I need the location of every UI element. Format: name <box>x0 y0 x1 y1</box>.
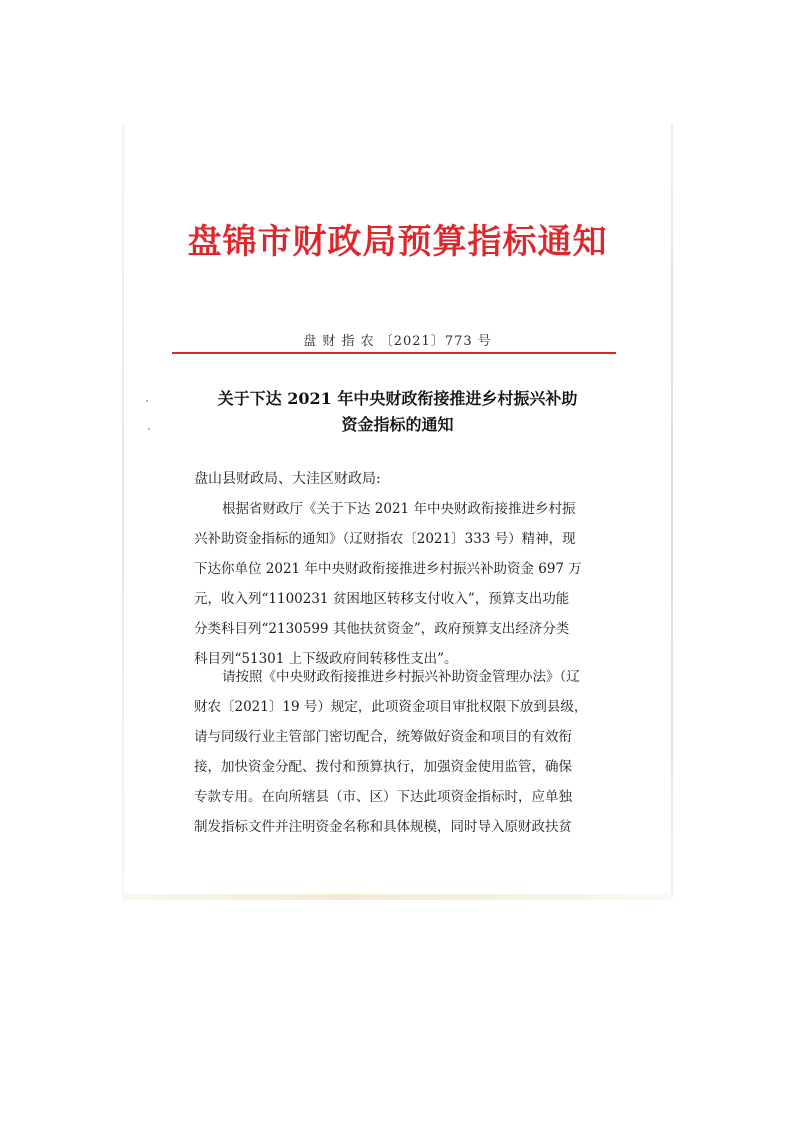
notice-title-line-1: 关于下达 2021 年中央财政衔接推进乡村振兴补助 <box>217 389 578 408</box>
scan-speck <box>148 428 150 430</box>
paragraph-2-line: 请与同级行业主管部门密切配合，统筹做好资金和项目的有效衔 <box>194 729 572 745</box>
letterhead-title: 盘锦市财政局预算指标通知 <box>187 222 608 262</box>
document-number: 盘 财 指 农 〔2021〕773 号 <box>303 334 492 349</box>
paragraph-2-line: 请按照《中央财政衔接推进乡村振兴补助资金管理办法》（辽 <box>222 669 580 685</box>
paragraph-1-line: 根据省财政厅《关于下达 2021 年中央财政衔接推进乡村振 <box>222 501 576 517</box>
scanned-document-page <box>122 124 673 900</box>
paragraph-2-line: 制发指标文件并注明资金名称和具体规模，同时导入原财政扶贫 <box>194 819 572 835</box>
paragraph-1-line: 分类科目列“2130599 其他扶贫资金”，政府预算支出经济分类 <box>194 621 570 637</box>
paragraph-2-line: 财农〔2021〕19 号）规定，此项资金项目审批权限下放到县级， <box>194 699 588 715</box>
addressee: 盘山县财政局、大洼区财政局: <box>194 471 381 487</box>
paragraph-1 <box>194 494 624 674</box>
paragraph-1-line: 科目列“51301 上下级政府间转移性支出”。 <box>194 651 458 667</box>
paragraph-2-line: 接，加快资金分配、拨付和预算执行，加强资金使用监管，确保 <box>194 759 572 775</box>
notice-title <box>122 386 673 438</box>
paragraph-1-line: 下达你单位 2021 年中央财政衔接推进乡村振兴补助资金 697 万 <box>194 561 582 577</box>
scan-edge-bottom <box>122 894 673 900</box>
paragraph-2 <box>194 662 624 842</box>
red-separator-line <box>172 352 616 354</box>
paragraph-1-line: 兴补助资金指标的通知》（辽财指农〔2021〕333 号）精神，现 <box>194 531 576 547</box>
paragraph-1-line: 元，收入列“1100231 贫困地区转移支付收入”，预算支出功能 <box>194 591 570 607</box>
paragraph-2-line: 专款专用。在向所辖县（市、区）下达此项资金指标时，应单独 <box>194 789 572 805</box>
notice-title-line-2: 资金指标的通知 <box>341 415 454 434</box>
scan-speck <box>146 400 148 402</box>
